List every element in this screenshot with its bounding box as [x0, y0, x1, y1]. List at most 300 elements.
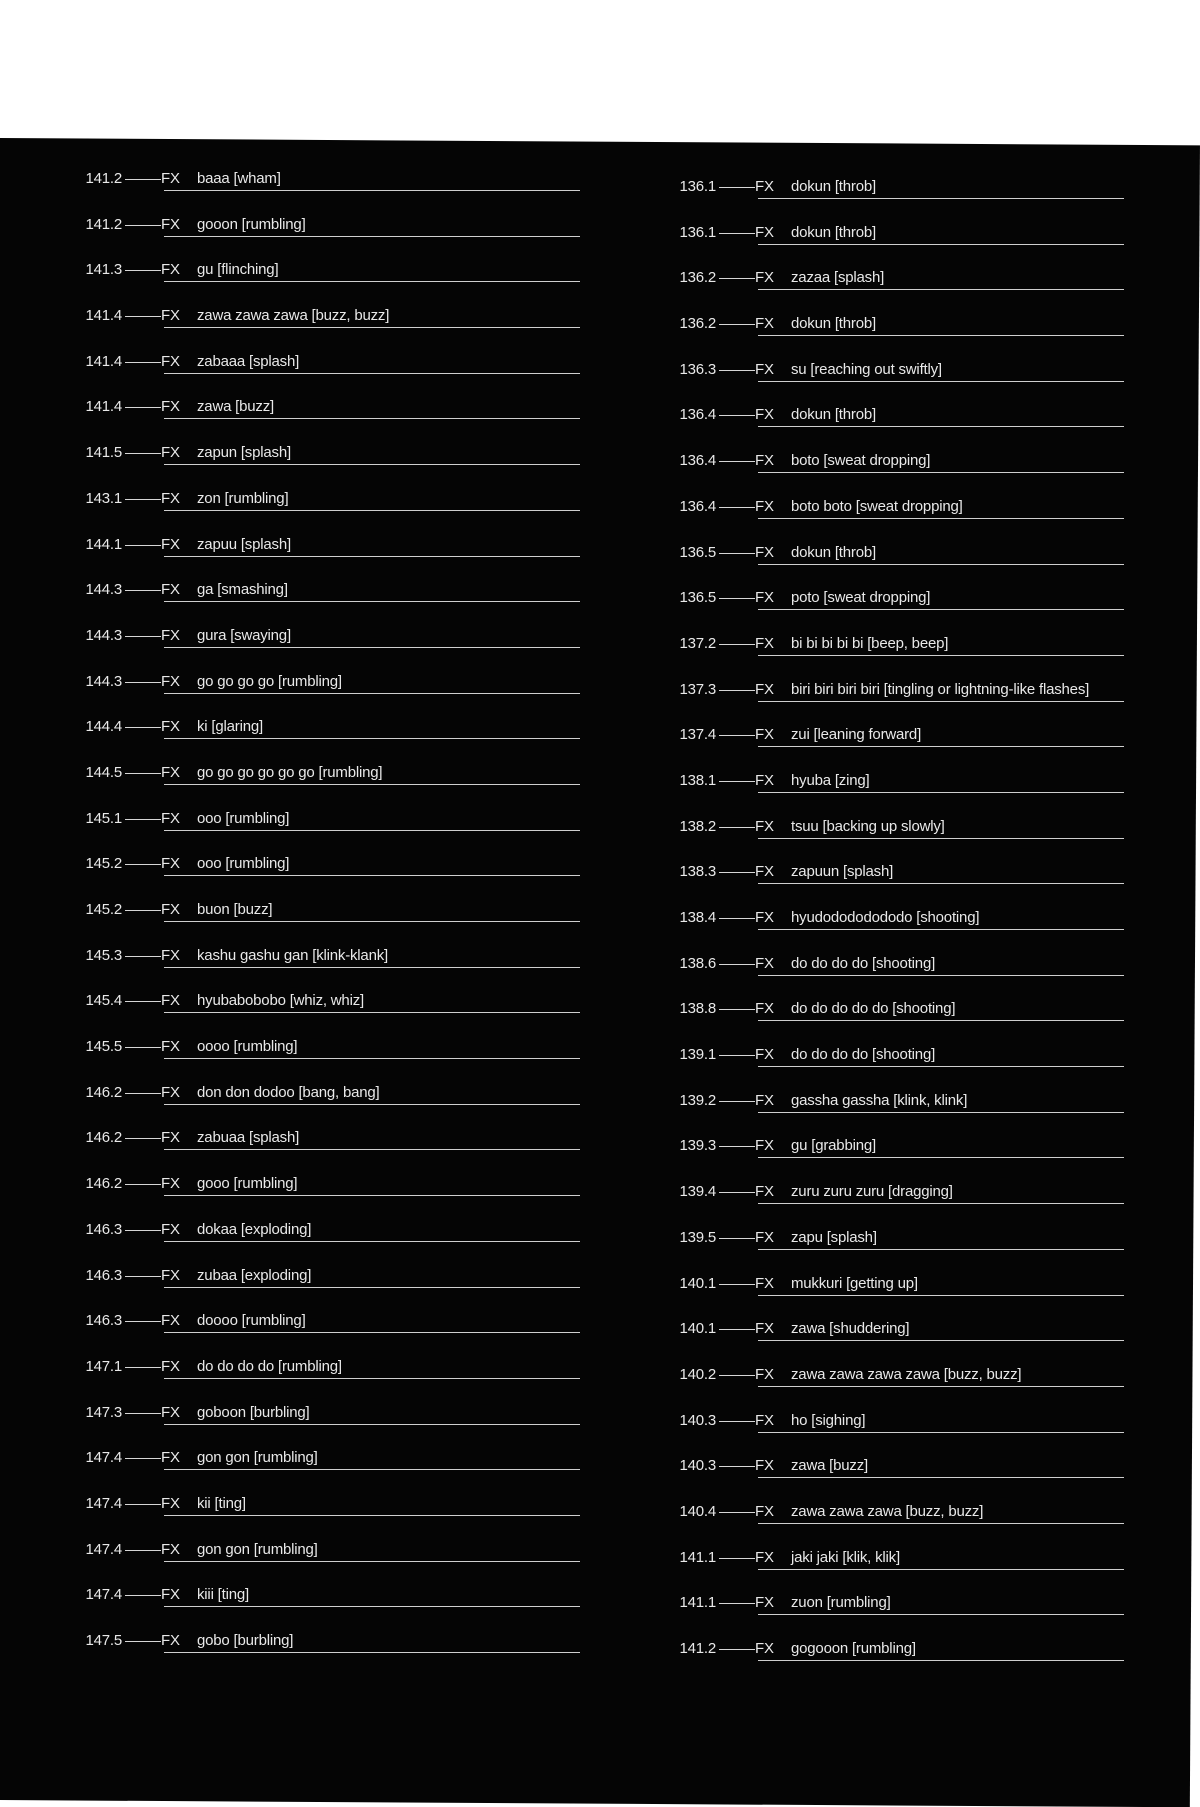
entry-underline	[164, 1606, 580, 1607]
page-panel-ref: 147.5	[85, 1632, 122, 1649]
page-panel-ref: 141.4	[85, 398, 122, 416]
entry-underline	[758, 1295, 1124, 1296]
glossary-row	[664, 269, 1124, 315]
page-panel-ref: 144.3	[85, 626, 122, 644]
page-panel-ref: 145.1	[85, 809, 122, 827]
fx-label: FX	[755, 589, 774, 607]
glossary-row	[70, 1312, 580, 1358]
page-panel-ref: 136.2	[679, 315, 716, 333]
fx-label: FX	[755, 1320, 774, 1338]
fx-label: FX	[161, 444, 180, 462]
glossary-row	[664, 1000, 1124, 1046]
page-panel-ref: 144.5	[85, 763, 122, 781]
page-panel-ref: 138.3	[679, 863, 716, 881]
page-panel-ref: 140.4	[679, 1502, 716, 1520]
sound-effect-translation: zuru zuru zuru [dragging]	[791, 1183, 953, 1201]
sound-effect-translation: do do do do do [shooting]	[791, 1000, 956, 1018]
page-panel-ref: 140.3	[679, 1411, 716, 1429]
glossary-row	[664, 1137, 1124, 1183]
leader-line	[125, 682, 161, 683]
leader-line	[719, 415, 755, 416]
page-panel-ref: 141.2	[679, 1640, 716, 1657]
sound-effect-translation: zawa zawa zawa [buzz, buzz]	[791, 1502, 984, 1520]
fx-label: FX	[755, 497, 774, 515]
entry-underline	[758, 1660, 1124, 1661]
leader-line	[719, 1146, 755, 1147]
leader-line	[125, 1138, 161, 1139]
leader-line	[125, 1641, 161, 1642]
glossary-row	[664, 1366, 1124, 1412]
fx-label: FX	[161, 1266, 180, 1284]
entry-underline	[164, 236, 580, 237]
page-panel-ref: 137.2	[679, 634, 716, 652]
glossary-row	[664, 1640, 1124, 1686]
page-panel-ref: 139.5	[679, 1228, 716, 1246]
leader-line	[719, 1466, 755, 1467]
entry-underline	[164, 875, 580, 876]
page-panel-ref: 141.3	[85, 261, 122, 279]
fx-label: FX	[161, 398, 180, 416]
page-panel-ref: 140.1	[679, 1320, 716, 1338]
fx-label: FX	[755, 817, 774, 835]
fx-label: FX	[755, 315, 774, 333]
page-panel-ref: 145.2	[85, 855, 122, 873]
page-panel-ref: 136.2	[679, 269, 716, 287]
glossary-row	[664, 1503, 1124, 1549]
glossary-row	[70, 444, 580, 490]
sound-effect-translation: zon [rumbling]	[197, 489, 289, 507]
leader-line	[719, 1649, 755, 1650]
leader-line	[719, 1284, 755, 1285]
entry-underline	[164, 190, 580, 191]
fx-label: FX	[161, 352, 180, 370]
sound-effect-translation: zui [leaning forward]	[791, 726, 922, 744]
fx-label: FX	[161, 1586, 180, 1604]
sound-effect-translation: gon gon [rumbling]	[197, 1449, 318, 1467]
glossary-row	[664, 361, 1124, 407]
leader-line	[125, 225, 161, 226]
sound-effect-translation: ooo [rumbling]	[197, 855, 290, 873]
entry-underline	[758, 1432, 1124, 1433]
page-panel-ref: 141.2	[85, 215, 122, 233]
fx-label: FX	[161, 489, 180, 507]
page-panel-ref: 141.1	[679, 1548, 716, 1566]
page-panel-ref: 139.1	[679, 1046, 716, 1064]
sound-effect-translation: ooo [rumbling]	[197, 809, 290, 827]
fx-label: FX	[161, 535, 180, 553]
entry-underline	[164, 1241, 580, 1242]
fx-label: FX	[161, 763, 180, 781]
page-panel-ref: 147.4	[85, 1586, 122, 1604]
entry-underline	[758, 1157, 1124, 1158]
entry-underline	[758, 883, 1124, 884]
page-panel-ref: 138.2	[679, 817, 716, 835]
fx-label: FX	[161, 1403, 180, 1421]
glossary-row	[664, 909, 1124, 955]
glossary-row	[664, 955, 1124, 1001]
glossary-right-column	[664, 178, 1124, 1686]
leader-line	[125, 1230, 161, 1231]
glossary-row	[70, 992, 580, 1038]
fx-label: FX	[161, 1038, 180, 1056]
page-panel-ref: 141.5	[85, 444, 122, 462]
sound-effect-translation: ho [sighing]	[791, 1411, 866, 1429]
page-panel-ref: 147.4	[85, 1494, 122, 1512]
glossary-row	[664, 818, 1124, 864]
entry-underline	[758, 244, 1124, 245]
leader-line	[719, 461, 755, 462]
fx-label: FX	[755, 178, 774, 195]
glossary-row	[70, 627, 580, 673]
leader-line	[125, 956, 161, 957]
glossary-row	[664, 1229, 1124, 1275]
leader-line	[125, 636, 161, 637]
sound-effect-translation: hyubabobobo [whiz, whiz]	[197, 992, 364, 1010]
page-panel-ref: 145.2	[85, 901, 122, 918]
leader-line	[719, 1558, 755, 1559]
sound-effect-translation: zawa [buzz]	[197, 398, 275, 416]
glossary-row	[70, 170, 580, 216]
sound-effect-translation: ga [smashing]	[197, 581, 288, 599]
sound-effect-translation: zubaa [exploding]	[197, 1266, 312, 1284]
sound-effect-translation: zawa zawa zawa [buzz, buzz]	[197, 307, 390, 325]
glossary-row	[664, 1046, 1124, 1092]
leader-line	[125, 773, 161, 774]
page-panel-ref: 144.3	[85, 672, 122, 690]
entry-underline	[164, 738, 580, 739]
entry-underline	[758, 1203, 1124, 1204]
sound-effect-translation: mukkuri [getting up]	[791, 1274, 918, 1292]
fx-label: FX	[755, 1228, 774, 1246]
glossary-row	[664, 772, 1124, 818]
top-white-margin	[0, 0, 1200, 140]
entry-underline	[164, 418, 580, 419]
entry-underline	[758, 564, 1124, 565]
glossary-row	[664, 315, 1124, 361]
page-panel-ref: 141.2	[85, 170, 122, 187]
fx-label: FX	[755, 1502, 774, 1520]
fx-label: FX	[161, 261, 180, 279]
page-panel-ref: 146.2	[85, 1129, 122, 1147]
fx-label: FX	[161, 215, 180, 233]
glossary-row	[70, 764, 580, 810]
leader-line	[125, 499, 161, 500]
sound-effect-translation: don don dodoo [bang, bang]	[197, 1083, 380, 1101]
sound-effect-translation: jaki jaki [klik, klik]	[791, 1548, 900, 1566]
page-panel-ref: 146.2	[85, 1083, 122, 1101]
glossary-row	[70, 901, 580, 947]
entry-underline	[164, 784, 580, 785]
sound-effect-translation: su [reaching out swiftly]	[791, 360, 942, 378]
sound-effect-translation: kii [ting]	[197, 1494, 246, 1512]
sound-effect-translation: goboon [burbling]	[197, 1403, 310, 1421]
sound-effect-translation: gogooon [rumbling]	[791, 1640, 916, 1657]
fx-label: FX	[755, 1183, 774, 1201]
entry-underline	[164, 647, 580, 648]
fx-label: FX	[755, 634, 774, 652]
fx-label: FX	[161, 946, 180, 964]
page-panel-ref: 145.3	[85, 946, 122, 964]
glossary-row	[664, 1320, 1124, 1366]
entry-underline	[758, 1249, 1124, 1250]
fx-label: FX	[755, 1274, 774, 1292]
page-panel-ref: 136.4	[679, 452, 716, 470]
entry-underline	[164, 921, 580, 922]
glossary-row	[70, 307, 580, 353]
glossary-row	[664, 498, 1124, 544]
leader-line	[125, 727, 161, 728]
fx-label: FX	[161, 992, 180, 1010]
fx-label: FX	[755, 726, 774, 744]
sound-effect-translation: dokun [throb]	[791, 543, 876, 561]
page-panel-ref: 141.4	[85, 307, 122, 325]
fx-label: FX	[161, 718, 180, 736]
page-panel-ref: 136.4	[679, 497, 716, 515]
sound-effect-translation: zapu [splash]	[791, 1228, 877, 1246]
glossary-row	[70, 1586, 580, 1632]
entry-underline	[758, 1614, 1124, 1615]
sound-effect-translation: go go go go go go [rumbling]	[197, 763, 383, 781]
leader-line	[719, 233, 755, 234]
sound-effect-translation: doooo [rumbling]	[197, 1312, 306, 1330]
fx-label: FX	[755, 223, 774, 241]
page-panel-ref: 141.1	[679, 1594, 716, 1612]
entry-underline	[758, 426, 1124, 427]
entry-underline	[164, 1469, 580, 1470]
entry-underline	[164, 510, 580, 511]
entry-underline	[758, 1569, 1124, 1570]
page-panel-ref: 136.5	[679, 543, 716, 561]
glossary-row	[70, 1175, 580, 1221]
sound-effect-translation: boto [sweat dropping]	[791, 452, 931, 470]
glossary-row	[664, 681, 1124, 727]
leader-line	[125, 819, 161, 820]
page-panel-ref: 138.6	[679, 954, 716, 972]
page-panel-ref: 137.4	[679, 726, 716, 744]
glossary-row	[664, 1457, 1124, 1503]
leader-line	[125, 1413, 161, 1414]
entry-underline	[164, 601, 580, 602]
fx-label: FX	[755, 1594, 774, 1612]
leader-line	[125, 864, 161, 865]
leader-line	[719, 872, 755, 873]
fx-label: FX	[161, 1220, 180, 1238]
sound-effect-translation: zawa [shuddering]	[791, 1320, 910, 1338]
glossary-row	[664, 635, 1124, 681]
sound-effect-translation: dokun [throb]	[791, 223, 876, 241]
sound-effect-translation: ki [glaring]	[197, 718, 263, 736]
entry-underline	[758, 929, 1124, 930]
fx-label: FX	[161, 1175, 180, 1193]
leader-line	[719, 1512, 755, 1513]
glossary-row	[70, 581, 580, 627]
sound-effect-translation: oooo [rumbling]	[197, 1038, 298, 1056]
glossary-row	[70, 1038, 580, 1084]
entry-underline	[758, 792, 1124, 793]
glossary-row	[70, 1129, 580, 1175]
glossary-row	[70, 216, 580, 262]
glossary-row	[70, 947, 580, 993]
leader-line	[719, 918, 755, 919]
sound-effect-translation: do do do do [shooting]	[791, 954, 936, 972]
fx-label: FX	[161, 1129, 180, 1147]
sound-effect-translation: poto [sweat dropping]	[791, 589, 931, 607]
leader-line	[719, 1329, 755, 1330]
fx-label: FX	[755, 269, 774, 287]
page-panel-ref: 136.5	[679, 589, 716, 607]
fx-label: FX	[755, 1411, 774, 1429]
sound-effect-translation: tsuu [backing up slowly]	[791, 817, 945, 835]
page-panel-ref: 139.4	[679, 1183, 716, 1201]
glossary-row	[70, 1404, 580, 1450]
entry-underline	[758, 1340, 1124, 1341]
sound-effect-translation: boto boto [sweat dropping]	[791, 497, 963, 515]
entry-underline	[164, 281, 580, 282]
leader-line	[125, 590, 161, 591]
entry-underline	[758, 1477, 1124, 1478]
sound-effect-translation: zapuun [splash]	[791, 863, 894, 881]
leader-line	[719, 324, 755, 325]
entry-underline	[164, 1332, 580, 1333]
entry-underline	[164, 1378, 580, 1379]
leader-line	[125, 1093, 161, 1094]
fx-label: FX	[161, 1449, 180, 1467]
leader-line	[719, 827, 755, 828]
fx-label: FX	[161, 809, 180, 827]
leader-line	[125, 1367, 161, 1368]
page-panel-ref: 147.1	[85, 1357, 122, 1375]
page-panel-ref: 136.3	[679, 360, 716, 378]
entry-underline	[758, 381, 1124, 382]
entry-underline	[758, 609, 1124, 610]
page-panel-ref: 140.1	[679, 1274, 716, 1292]
leader-line	[719, 644, 755, 645]
glossary-row	[70, 810, 580, 856]
entry-underline	[758, 472, 1124, 473]
leader-line	[125, 1504, 161, 1505]
page-panel-ref: 146.3	[85, 1312, 122, 1330]
page-panel-ref: 136.1	[679, 223, 716, 241]
leader-line	[719, 1192, 755, 1193]
sound-effect-translation: dokun [throb]	[791, 178, 876, 195]
leader-line	[719, 964, 755, 965]
entry-underline	[758, 198, 1124, 199]
page-panel-ref: 144.4	[85, 718, 122, 736]
fx-label: FX	[755, 1457, 774, 1475]
leader-line	[719, 1009, 755, 1010]
glossary-row	[70, 1267, 580, 1313]
leader-line	[125, 316, 161, 317]
leader-line	[719, 1055, 755, 1056]
fx-label: FX	[161, 901, 180, 918]
leader-line	[125, 1458, 161, 1459]
glossary-row	[70, 855, 580, 901]
fx-label: FX	[161, 1632, 180, 1649]
fx-label: FX	[755, 406, 774, 424]
page-panel-ref: 139.2	[679, 1091, 716, 1109]
glossary-row	[664, 1594, 1124, 1640]
sound-effect-translation: dokaa [exploding]	[197, 1220, 312, 1238]
page-panel-ref: 140.3	[679, 1457, 716, 1475]
leader-line	[125, 179, 161, 180]
leader-line	[125, 910, 161, 911]
sound-effect-translation: hyudodododododo [shooting]	[791, 909, 980, 926]
page-panel-ref: 139.3	[679, 1137, 716, 1155]
leader-line	[719, 781, 755, 782]
entry-underline	[758, 746, 1124, 747]
glossary-row	[664, 1092, 1124, 1138]
glossary-row	[70, 536, 580, 582]
glossary-row	[70, 1084, 580, 1130]
page-panel-ref: 145.5	[85, 1038, 122, 1056]
glossary-row	[664, 726, 1124, 772]
fx-label: FX	[755, 360, 774, 378]
glossary-row	[70, 490, 580, 536]
fx-label: FX	[161, 1540, 180, 1558]
fx-label: FX	[161, 1494, 180, 1512]
entry-underline	[164, 1652, 580, 1653]
sound-effect-translation: dokun [throb]	[791, 406, 876, 424]
sound-effect-translation: do do do do [shooting]	[791, 1046, 936, 1064]
entry-underline	[164, 556, 580, 557]
fx-label: FX	[161, 855, 180, 873]
leader-line	[719, 690, 755, 691]
glossary-row	[664, 544, 1124, 590]
glossary-row	[70, 673, 580, 719]
fx-label: FX	[161, 307, 180, 325]
leader-line	[125, 407, 161, 408]
sound-effect-translation: zawa zawa zawa zawa [buzz, buzz]	[791, 1365, 1022, 1383]
entry-underline	[758, 1523, 1124, 1524]
leader-line	[125, 1001, 161, 1002]
sound-effect-translation: dokun [throb]	[791, 315, 876, 333]
glossary-row	[664, 1183, 1124, 1229]
page-panel-ref: 144.1	[85, 535, 122, 553]
fx-label: FX	[161, 1083, 180, 1101]
leader-line	[719, 507, 755, 508]
entry-underline	[758, 975, 1124, 976]
leader-line	[719, 1238, 755, 1239]
sound-effect-translation: gooon [rumbling]	[197, 215, 306, 233]
page-panel-ref: 138.4	[679, 909, 716, 926]
fx-label: FX	[755, 1000, 774, 1018]
page-panel-ref: 145.4	[85, 992, 122, 1010]
leader-line	[719, 187, 755, 188]
glossary-row	[664, 452, 1124, 498]
page-panel-ref: 140.2	[679, 1365, 716, 1383]
leader-line	[719, 1603, 755, 1604]
entry-underline	[164, 464, 580, 465]
sound-effect-translation: zapun [splash]	[197, 444, 291, 462]
leader-line	[125, 1595, 161, 1596]
page-panel-ref: 143.1	[85, 489, 122, 507]
glossary-row	[664, 1275, 1124, 1321]
glossary-row	[70, 1495, 580, 1541]
glossary-row	[70, 261, 580, 307]
page-panel-ref: 147.3	[85, 1403, 122, 1421]
fx-label: FX	[755, 452, 774, 470]
sound-effect-translation: bi bi bi bi bi [beep, beep]	[791, 634, 949, 652]
leader-line	[125, 1276, 161, 1277]
leader-line	[125, 270, 161, 271]
sound-effect-translation: go go go go [rumbling]	[197, 672, 342, 690]
fx-label: FX	[755, 909, 774, 926]
sound-effect-translation: gobo [burbling]	[197, 1632, 294, 1649]
leader-line	[125, 1047, 161, 1048]
sound-effect-translation: do do do do [rumbling]	[197, 1357, 342, 1375]
glossary-row	[664, 406, 1124, 452]
fx-label: FX	[161, 1312, 180, 1330]
